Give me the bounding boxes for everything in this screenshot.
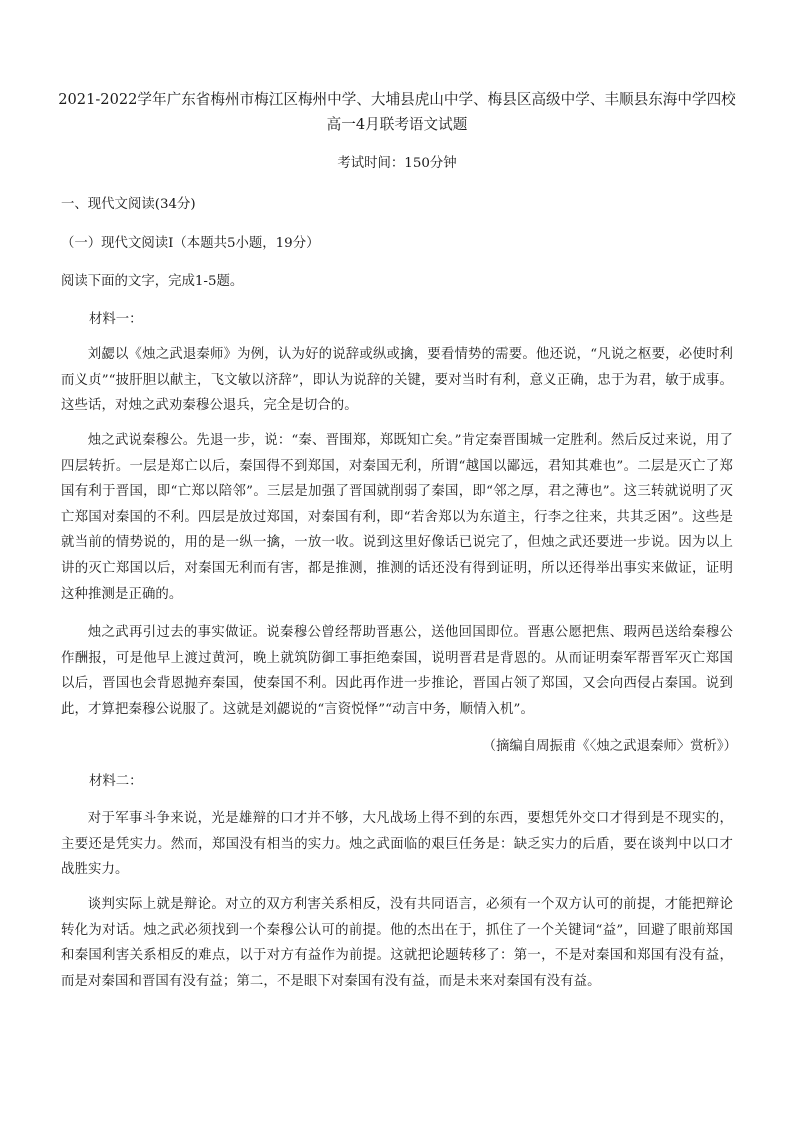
document-title: 2021-2022学年广东省梅州市梅江区梅州中学、大埔县虎山中学、梅县区高级中学、丰顺县东海中学四校高一4月联考语文试题 bbox=[58, 91, 736, 133]
material-one-label: 材料一： bbox=[89, 312, 143, 327]
reading-instruction: 阅读下面的文字，完成1-5题。 bbox=[61, 274, 244, 289]
section-heading: 一、现代文阅读(34分) bbox=[61, 197, 196, 212]
material-one-paragraph: 烛之武再引过去的事实做证。说秦穆公曾经帮助晋惠公，送他回国即位。晋惠公愿把焦、瑕两邑送给秦穆公作酬报，可是他早上渡过黄河，晚上就筑防御工事拒绝秦国，说明晋君是背恩的。从而证明秦军帮晋军灭亡郑国以后，晋国也会背恩抛弃秦国，使秦国不利。因此再作进一步推论，晋国占领了郑国，又会向西侵占秦国。说到此，才算把秦穆公说服了。这就是刘勰说的“言资悦怿”“动言中务，顺情入机”。 bbox=[61, 625, 733, 717]
material-one-paragraph: 烛之武说秦穆公。先退一步，说：“秦、晋围郑，郑既知亡矣。”肯定秦晋围城一定胜利。然后反过来说，用了四层转折。一层是郑亡以后，秦国得不到郑国，对秦国无利，所谓“越国以鄙远，君知其难也”。二层是灭亡了郑国有利于晋国，即“亡郑以陪邻”。三层是加强了晋国就削弱了秦国，即“邻之厚，君之薄也”。这三转就说明了灭亡郑国对秦国的不利。四层是放过郑国，对秦国有利，即“若舍郑以为东道主，行李之往来，共其乏困”。这些是就当前的情势说的，用的是一纵一擒，一放一收。说到这里好像话已说完了，但烛之武还要进一步说。因为以上讲的灭亡郑国以后，对秦国无利而有害，都是推测，推测的话还没有得到证明，所以还得举出事实来做证，证明这种推测是正确的。 bbox=[61, 433, 733, 602]
material-one-paragraph: 刘勰以《烛之武退秦师》为例，认为好的说辞或纵或擒，要看情势的需要。他还说，“凡说之枢要，必使时利而义贞”“披肝胆以献主，飞文敏以济辞”，即认为说辞的关键，要对当时有利，意义正确，忠于为君，敏于成事。这些话，对烛之武劝秦穆公退兵，完全是切合的。 bbox=[61, 347, 733, 414]
exam-time: 考试时间：150分钟 bbox=[337, 156, 457, 171]
sub-section-heading: （一）现代文阅读Ⅰ（本题共5小题，19分） bbox=[61, 236, 320, 251]
material-two-paragraph: 谈判实际上就是辩论。对立的双方利害关系相反，没有共同语言，必须有一个双方认可的前提，才能把辩论转化为对话。烛之武必须找到一个秦穆公认可的前提。他的杰出在于，抓住了一个关键词“益”，回避了眼前郑国和秦国利害关系相反的难点，以于对方有益作为前提。这就把论题转移了：第一，不是对秦国和郑国有没有益，而是对秦国和晋国有没有益；第二，不是眼下对秦国有没有益，而是未来对秦国有没有益。 bbox=[61, 897, 733, 989]
material-two-label: 材料二： bbox=[89, 774, 143, 789]
material-two-paragraph: 对于军事斗争来说，光是雄辩的口才并不够，大凡战场上得不到的东西，要想凭外交口才得到是不现实的，主要还是凭实力。然而，郑国没有相当的实力。烛之武面临的艰巨任务是：缺乏实力的后盾，要在谈判中以口才战胜实力。 bbox=[61, 811, 733, 878]
material-one-source: （摘编自周振甫《〈烛之武退秦师〉赏析》） bbox=[482, 739, 737, 754]
